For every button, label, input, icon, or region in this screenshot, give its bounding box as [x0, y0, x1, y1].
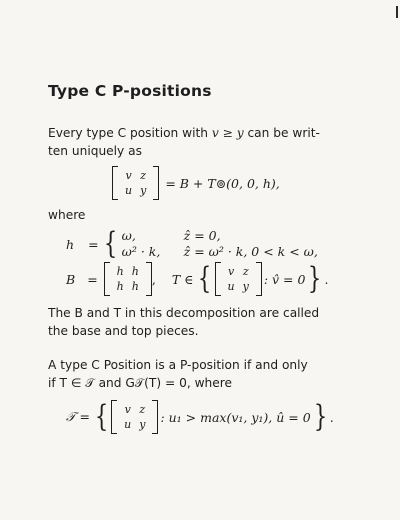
h-definition [66, 228, 318, 260]
matrix-cell: u [227, 280, 235, 293]
h-symbol: h [66, 236, 75, 252]
right-brace: } [308, 261, 322, 296]
matrix-cell: y [140, 184, 147, 197]
set-condition: : v̂ = 0 [263, 271, 306, 287]
paragraph-line: A type C Position is a P-position if and only [48, 358, 308, 372]
matrix-cell: u [125, 184, 133, 197]
matrix-cell: v [227, 265, 235, 278]
t-membership: T ∈ [171, 271, 194, 287]
matrix-cell: h [131, 280, 139, 293]
matrix-cell: v [124, 403, 131, 416]
where-label: where [48, 208, 86, 222]
section-title: Type C P-positions [48, 82, 212, 100]
matrix-cell: y [242, 280, 249, 293]
matrix-cell: h [116, 265, 124, 278]
paragraph-line [48, 124, 320, 142]
case-value: ω² · k, [121, 244, 161, 259]
paragraph-line: ten uniquely as [48, 144, 142, 158]
b-definition [66, 262, 329, 296]
matrix-cell: z [242, 265, 249, 278]
period: . [329, 409, 334, 425]
top-matrix [215, 262, 262, 296]
matrix-cell: h [131, 265, 139, 278]
matrix-cell: z [139, 403, 146, 416]
equals-sign: = [88, 236, 99, 252]
right-brace: } [313, 399, 327, 434]
b-symbol: B [66, 271, 76, 287]
equation-rhs: = B + T⊚(0, 0, h), [165, 175, 280, 191]
equals-sign: = [87, 271, 98, 287]
case-value: ω, [121, 228, 136, 243]
para1-text-tail: can be writ- [247, 126, 320, 140]
comma: , [151, 271, 156, 287]
matrix-cell: h [116, 280, 124, 293]
paragraph-line: The B and T in this decomposition are called [48, 306, 320, 320]
position-matrix [112, 166, 159, 200]
period: . [324, 271, 329, 287]
matrix-cell: u [124, 418, 132, 431]
matrix-cell: v [125, 169, 132, 182]
left-brace: { [198, 261, 212, 296]
paragraph-line: if T ∈ 𝒯 and G𝒯(T) = 0, where [48, 376, 232, 390]
case-condition: ẑ = ω² · k, 0 < k < ω, [183, 244, 318, 259]
page-edge-mark [396, 6, 398, 18]
para1-math: v ≥ y [211, 126, 244, 140]
case-condition: ẑ = 0, [183, 228, 221, 243]
set-condition: : u₁ > max(v₁, y₁), û = 0 [160, 409, 311, 425]
set-matrix [111, 400, 158, 434]
para1-text: Every type C position with [48, 126, 208, 140]
paragraph-line: the base and top pieces. [48, 324, 199, 338]
t-set-definition [66, 400, 334, 434]
matrix-cell: y [139, 418, 146, 431]
decomposition-equation [112, 166, 280, 200]
calligraphic-t: 𝒯 = [66, 409, 91, 424]
left-brace: { [103, 226, 117, 261]
base-matrix [104, 262, 152, 296]
cases-block [122, 228, 318, 260]
matrix-cell: z [140, 169, 147, 182]
left-brace: { [94, 399, 109, 434]
